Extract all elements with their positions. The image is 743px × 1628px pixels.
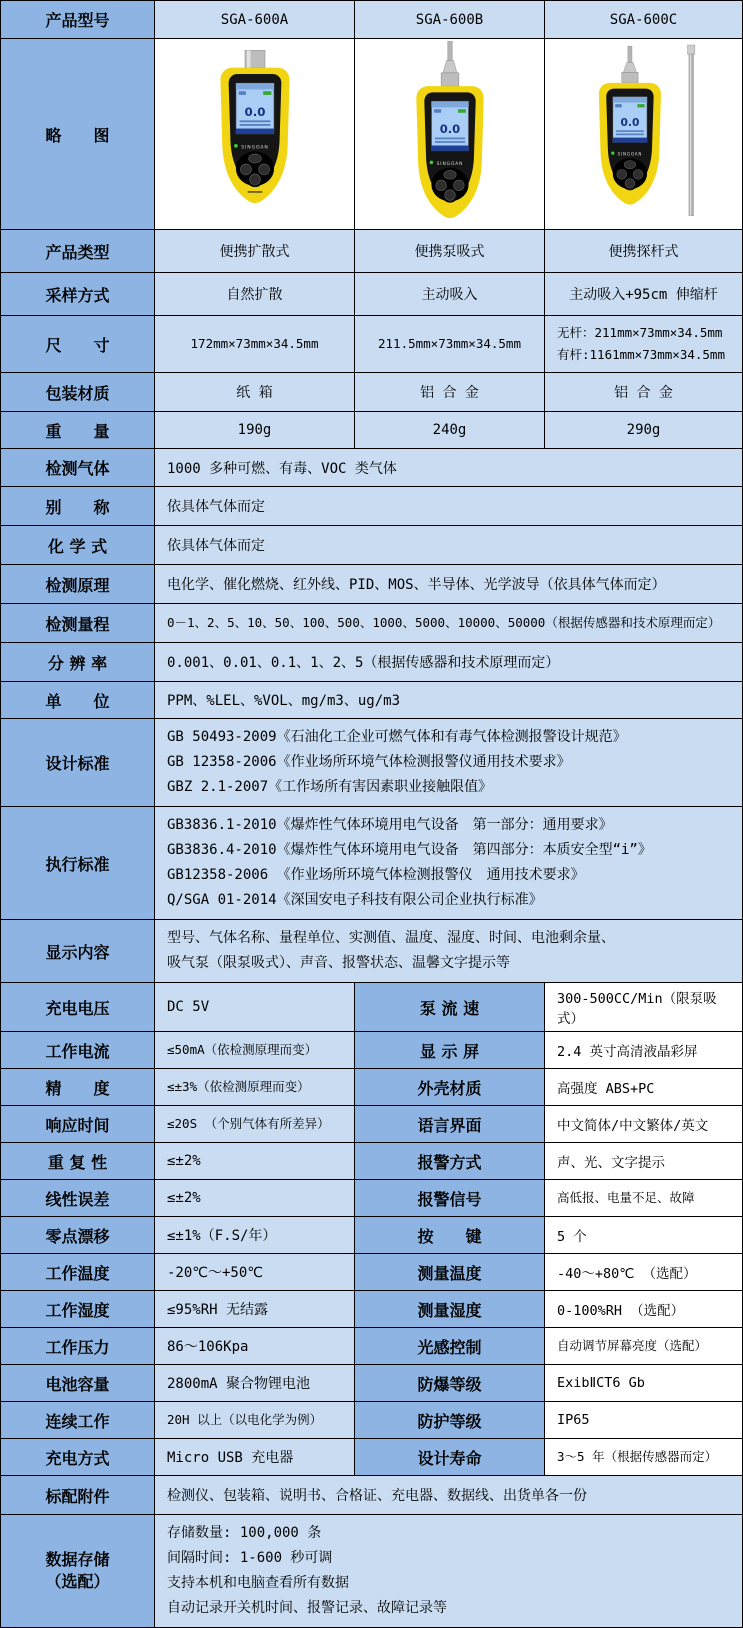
spec-right-label: 报警方式	[355, 1143, 545, 1179]
spec-right-label: 按 键	[355, 1217, 545, 1253]
row-label: 执行标准	[0, 807, 155, 919]
spec-left-label: 工作电流	[0, 1032, 155, 1068]
value-b: 便携泵吸式	[355, 230, 545, 272]
spec-row-response-time-language	[0, 1106, 743, 1143]
spec-left-label: 充电电压	[0, 983, 155, 1031]
row-label: 标配附件	[0, 1476, 155, 1514]
product-image-sga600b	[355, 39, 545, 229]
spec-left-value: 86～106Kpa	[155, 1328, 355, 1364]
spec-right-value: 3～5 年（根据传感器而定）	[545, 1439, 743, 1475]
spec-left-label: 精 度	[0, 1069, 155, 1105]
row-detected-gases	[0, 449, 743, 487]
spec-left-label: 工作湿度	[0, 1291, 155, 1327]
row-label: 尺 寸	[0, 316, 155, 372]
value-c: 铝 合 金	[545, 373, 743, 411]
spec-right-value: 300-500CC/Min（限泵吸式）	[545, 983, 743, 1031]
row-label: 采样方式	[0, 273, 155, 315]
model-name-sga600c: SGA-600C	[545, 1, 743, 38]
value-a: 190g	[155, 412, 355, 448]
spec-right-label: 防爆等级	[355, 1365, 545, 1401]
row-label: 包装材质	[0, 373, 155, 411]
row-value	[155, 1515, 743, 1627]
value-a: 自然扩散	[155, 273, 355, 315]
row-value: 1000 多种可燃、有毒、VOC 类气体	[155, 449, 743, 486]
row-value: 电化学、催化燃烧、红外线、PID、MOS、半导体、光学波导（依具体气体而定）	[155, 565, 743, 603]
display-line: 型号、气体名称、量程单位、实测值、温度、湿度、时间、电池剩余量、	[167, 930, 615, 946]
row-detection-principle	[0, 565, 743, 604]
brand-text: SINGOAN	[240, 145, 269, 151]
spec-row-charging-method-design-life	[0, 1439, 743, 1476]
sketch-row	[0, 39, 743, 230]
spec-left-label: 线性误差	[0, 1180, 155, 1216]
gas-detector-diffusion-image	[205, 43, 305, 225]
spec-row-precision-shell-material	[0, 1069, 743, 1106]
row-sampling-method	[0, 273, 743, 316]
row-label-product-model: 产品型号	[0, 1, 155, 38]
row-label: 检测气体	[0, 449, 155, 486]
data-storage-label-line1: 数据存储	[45, 1550, 110, 1569]
standard-line: GB3836.1-2010《爆炸性气体环境用电气设备 第一部分：通用要求》	[167, 817, 613, 833]
value-a: 纸 箱	[155, 373, 355, 411]
row-standard-accessories	[0, 1476, 743, 1515]
spec-right-value: 中文简体/中文繁体/英文	[545, 1106, 743, 1142]
row-label: 设计标准	[0, 719, 155, 806]
model-header-row	[0, 1, 743, 39]
row-alias	[0, 487, 743, 526]
spec-left-label: 响应时间	[0, 1106, 155, 1142]
spec-right-label: 外壳材质	[355, 1069, 545, 1105]
value-b: 主动吸入	[355, 273, 545, 315]
row-weight	[0, 412, 743, 449]
row-label: 分 辨 率	[0, 643, 155, 681]
lcd-reading: 0.0	[439, 122, 460, 137]
row-label-sketch: 略 图	[0, 39, 155, 229]
spec-right-value: 5 个	[545, 1217, 743, 1253]
spec-left-value: ≤±1%（F.S/年）	[155, 1217, 355, 1253]
row-value: 0－1、2、5、10、50、100、500、1000、5000、10000、50000（根据传感器和技术原理而定）	[155, 604, 743, 642]
spec-left-label: 工作温度	[0, 1254, 155, 1290]
display-line: 吸气泵（限泵吸式）、声音、报警状态、温馨文字提示等	[167, 955, 510, 971]
row-design-standards	[0, 719, 743, 807]
standard-line: GB 50493-2009《石油化工企业可燃气体和有毒气体检测报警设计规范》	[167, 729, 627, 745]
telescopic-rod	[688, 54, 693, 216]
row-data-storage	[0, 1515, 743, 1628]
value-c: 便携探杆式	[545, 230, 743, 272]
row-value: PPM、%LEL、%VOL、mg/m3、ug/m3	[155, 682, 743, 718]
spec-right-value: 0-100%RH （选配）	[545, 1291, 743, 1327]
spec-row-repeatability-alarm-mode	[0, 1143, 743, 1180]
row-dimensions	[0, 316, 743, 373]
storage-line: 支持本机和电脑查看所有数据	[167, 1575, 349, 1591]
dimension-with-rod: 有杆:1161mm×73mm×34.5mm	[557, 347, 725, 362]
spec-row-battery-explosionproof	[0, 1365, 743, 1402]
spec-row-charging-voltage-pump-flow	[0, 983, 743, 1032]
standard-line: GB3836.4-2010《爆炸性气体环境用电气设备 第四部分：本质安全型“i”》	[167, 842, 652, 858]
product-image-sga600a	[155, 39, 355, 229]
row-label: 重 量	[0, 412, 155, 448]
row-units	[0, 682, 743, 719]
value-b: 211.5mm×73mm×34.5mm	[355, 316, 545, 372]
standard-line: Q/SGA 01-2014《深国安电子科技有限公司企业执行标准》	[167, 892, 543, 908]
spec-left-label: 连续工作	[0, 1402, 155, 1438]
lcd-reading: 0.0	[244, 104, 265, 119]
spec-right-label: 设计寿命	[355, 1439, 545, 1475]
spec-row-working-temp-measuring-temp	[0, 1254, 743, 1291]
row-display-content	[0, 920, 743, 983]
standard-line: GB12358-2006 《作业场所环境气体检测报警仪 通用技术要求》	[167, 867, 585, 883]
row-value: 依具体气体而定	[155, 526, 743, 564]
spec-right-value: ExibⅡCT6 Gb	[545, 1365, 743, 1401]
row-packaging-material	[0, 373, 743, 412]
row-label: 产品类型	[0, 230, 155, 272]
row-value	[155, 719, 743, 806]
spec-right-label: 光感控制	[355, 1328, 545, 1364]
telescopic-rod-tip	[687, 45, 694, 54]
row-label: 检测原理	[0, 565, 155, 603]
spec-right-label: 防护等级	[355, 1402, 545, 1438]
spec-left-label: 重 复 性	[0, 1143, 155, 1179]
spec-right-value: -40～+80℃ （选配）	[545, 1254, 743, 1290]
spec-left-value: 2800mA 聚合物锂电池	[155, 1365, 355, 1401]
spec-row-working-current-display	[0, 1032, 743, 1069]
row-value: 检测仪、包装箱、说明书、合格证、充电器、数据线、出货单各一份	[155, 1476, 743, 1514]
row-executive-standards	[0, 807, 743, 920]
spec-right-label: 测量湿度	[355, 1291, 545, 1327]
value-a: 172mm×73mm×34.5mm	[155, 316, 355, 372]
brand-text: SINGOAN	[436, 162, 463, 167]
row-label: 单 位	[0, 682, 155, 718]
spec-left-value: ≤20S （个别气体有所差异）	[155, 1106, 355, 1142]
storage-line: 自动记录开关机时间、报警记录、故障记录等	[167, 1600, 447, 1616]
spec-left-label: 零点漂移	[0, 1217, 155, 1253]
spec-right-label: 报警信号	[355, 1180, 545, 1216]
dimension-without-rod: 无杆：211mm×73mm×34.5mm	[557, 325, 723, 340]
spec-left-value: DC 5V	[155, 983, 355, 1031]
spec-row-working-humidity-measuring-humidity	[0, 1291, 743, 1328]
spec-row-continuous-work-protection	[0, 1402, 743, 1439]
spec-left-value: ≤±3%（依检测原理而变）	[155, 1069, 355, 1105]
spec-row-linearity-alarm-signal	[0, 1180, 743, 1217]
spec-left-value: 20H 以上（以电化学为例）	[155, 1402, 355, 1438]
spec-right-value: 声、光、文字提示	[545, 1143, 743, 1179]
spec-row-working-pressure-light-control	[0, 1328, 743, 1365]
value-b: 240g	[355, 412, 545, 448]
spec-row-zero-drift-buttons	[0, 1217, 743, 1254]
storage-line: 间隔时间: 1-600 秒可调	[167, 1550, 333, 1566]
standard-line: GBZ 2.1-2007《工作场所有害因素职业接触限值》	[167, 779, 493, 795]
row-resolution	[0, 643, 743, 682]
row-value: 0.001、0.01、0.1、1、2、5（根据传感器和技术原理而定）	[155, 643, 743, 681]
value-c: 290g	[545, 412, 743, 448]
value-c: 主动吸入+95cm 伸缩杆	[545, 273, 743, 315]
row-value: 依具体气体而定	[155, 487, 743, 525]
row-product-type	[0, 230, 743, 273]
spec-left-value: ≤±2%	[155, 1180, 355, 1216]
row-label: 别 称	[0, 487, 155, 525]
row-label: 化 学 式	[0, 526, 155, 564]
data-storage-label-line2: （选配）	[45, 1572, 110, 1591]
lcd-reading: 0.0	[620, 116, 639, 130]
row-chemical-formula	[0, 526, 743, 565]
row-detection-range	[0, 604, 743, 643]
brand-text: SINGOAN	[617, 151, 642, 157]
product-image-sga600c	[545, 39, 743, 229]
spec-left-label: 电池容量	[0, 1365, 155, 1401]
spec-right-label: 显 示 屏	[355, 1032, 545, 1068]
row-label: 显示内容	[0, 920, 155, 982]
row-value	[155, 920, 743, 982]
value-a: 便携扩散式	[155, 230, 355, 272]
spec-left-label: 充电方式	[0, 1439, 155, 1475]
row-value	[155, 807, 743, 919]
spec-right-label: 泵 流 速	[355, 983, 545, 1031]
spec-right-value: 2.4 英寸高清液晶彩屏	[545, 1032, 743, 1068]
spec-right-value: IP65	[545, 1402, 743, 1438]
standard-line: GB 12358-2006《作业场所环境气体检测报警仪通用技术要求》	[167, 754, 571, 770]
spec-right-value: 高低报、电量不足、故障	[545, 1180, 743, 1216]
spec-left-value: ≤50mA（依检测原理而变）	[155, 1032, 355, 1068]
spec-left-label: 工作压力	[0, 1328, 155, 1364]
spec-right-value: 高强度 ABS+PC	[545, 1069, 743, 1105]
spec-right-label: 测量温度	[355, 1254, 545, 1290]
value-c	[545, 316, 743, 372]
model-name-sga600b: SGA-600B	[355, 1, 545, 38]
gas-detector-pump-image	[400, 41, 500, 227]
row-label	[0, 1515, 155, 1627]
gas-detector-probe-image	[585, 43, 703, 225]
model-name-sga600a: SGA-600A	[155, 1, 355, 38]
storage-line: 存储数量: 100,000 条	[167, 1525, 322, 1541]
value-b: 铝 合 金	[355, 373, 545, 411]
spec-left-value: ≤±2%	[155, 1143, 355, 1179]
row-label: 检测量程	[0, 604, 155, 642]
spec-left-value: ≤95%RH 无结露	[155, 1291, 355, 1327]
spec-right-value: 自动调节屏幕亮度（选配）	[545, 1328, 743, 1364]
spec-left-value: -20℃～+50℃	[155, 1254, 355, 1290]
spec-right-label: 语言界面	[355, 1106, 545, 1142]
spec-left-value: Micro USB 充电器	[155, 1439, 355, 1475]
